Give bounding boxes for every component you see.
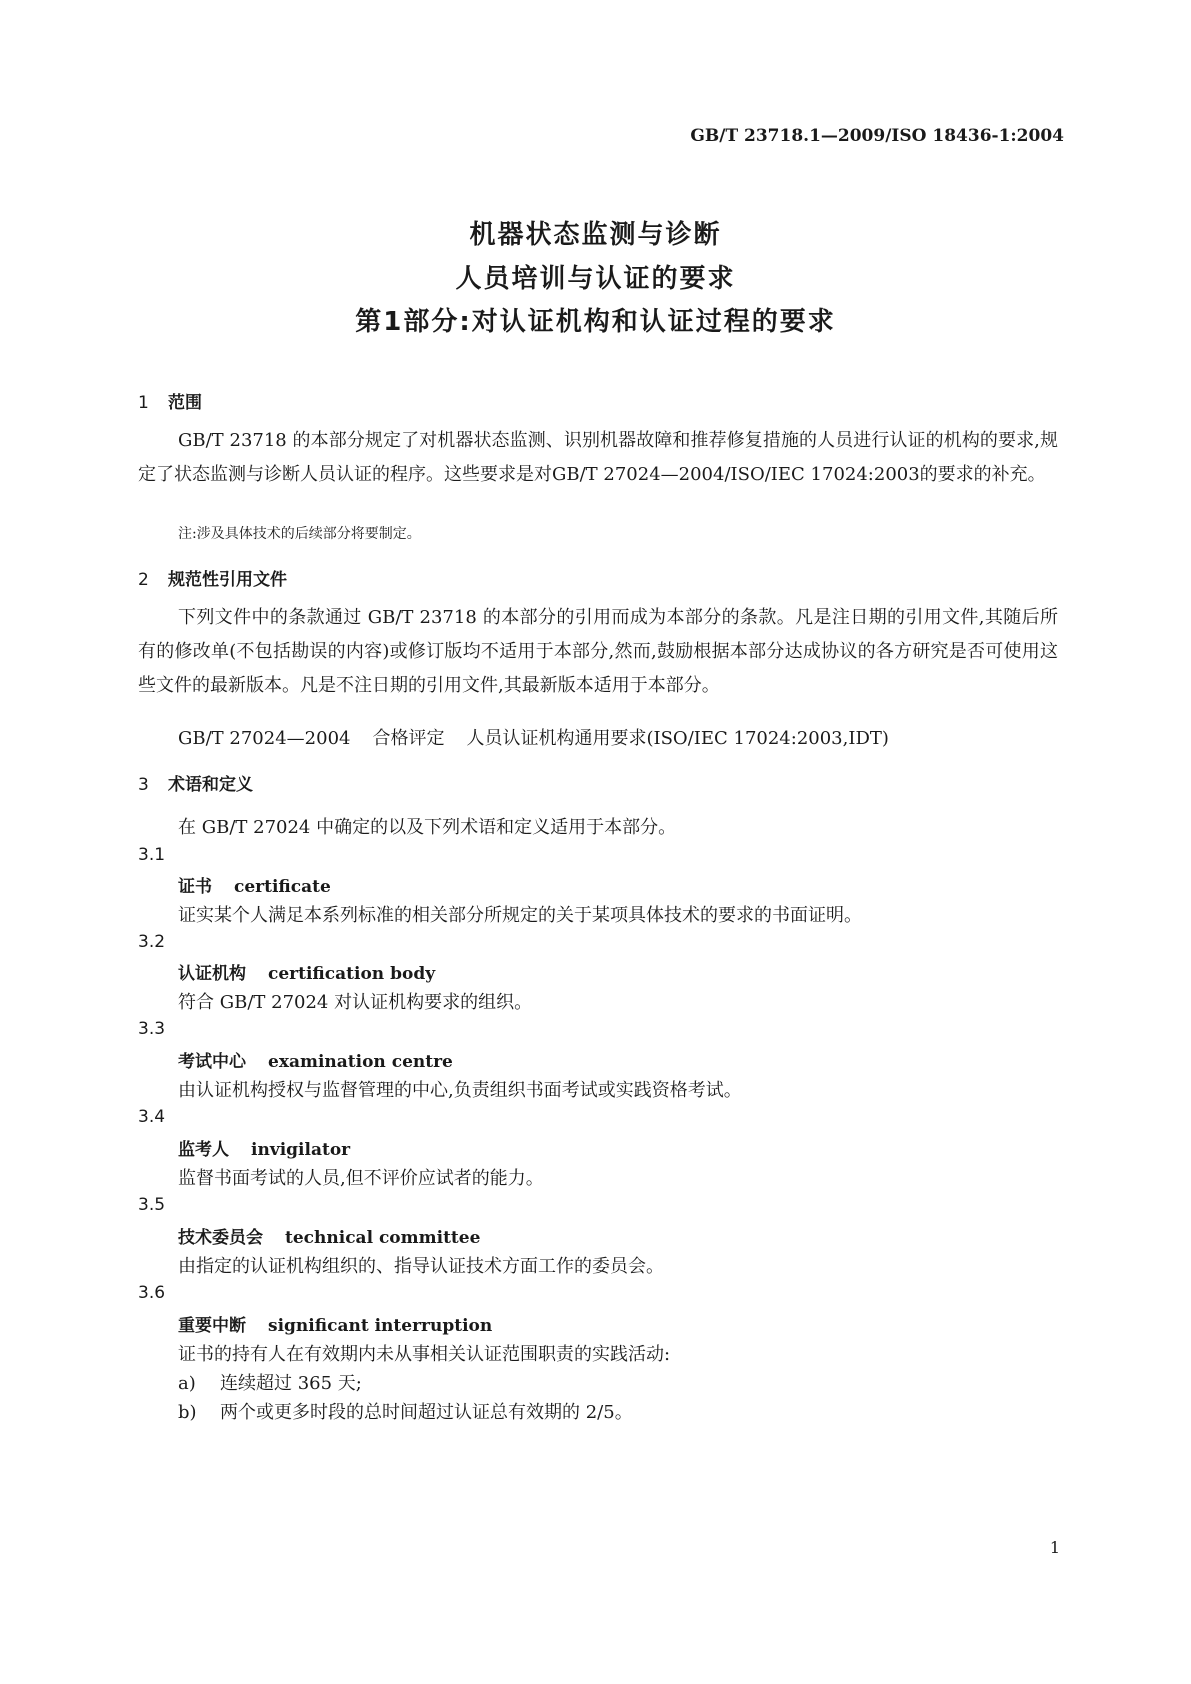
section-1-heading (138, 388, 202, 413)
term-number: 3.4 (138, 1107, 166, 1127)
term-heading (178, 959, 435, 984)
term-chinese: 认证机构 (178, 964, 246, 984)
term-english: certification body (268, 964, 436, 984)
term-chinese: 重要中断 (178, 1316, 246, 1336)
term-definition: 监督书面考试的人员,但不评价应试者的能力。 (178, 1168, 544, 1189)
normative-reference (178, 724, 911, 750)
section-3-heading (138, 770, 253, 795)
section-1-paragraph: GB/T 23718 的本部分规定了对机器状态监测、识别机器故障和推荐修复措施的人员进行认证的机构的要求,规定了状态监测与诊断人员认证的程序。这些要求是对GB/T 27024—2004/ISO/IEC 17024:2003的要求的补充。 (138, 430, 1058, 485)
term-heading (178, 872, 331, 897)
term-definition: 由认证机构授权与监督管理的中心,负责组织书面考试或实践资格考试。 (178, 1080, 742, 1101)
term-english: examination centre (268, 1052, 453, 1072)
term-definition: 证书的持有人在有效期内未从事相关认证范围职责的实践活动: (178, 1344, 671, 1365)
term-chinese: 监考人 (178, 1140, 229, 1160)
section-number: 2 (138, 570, 149, 590)
term-english: certificate (234, 877, 331, 897)
section-number: 1 (138, 393, 149, 413)
term-number: 3.5 (138, 1195, 166, 1215)
title-line-3: 第1部分:对认证机构和认证过程的要求 (355, 307, 836, 337)
term-chinese: 考试中心 (178, 1052, 246, 1072)
term-chinese: 证书 (178, 877, 212, 897)
document-code-header: GB/T 23718.1—2009/ISO 18436-1:2004 (690, 126, 1064, 146)
term-number: 3.2 (138, 932, 166, 952)
list-text: 两个或更多时段的总时间超过认证总有效期的 2/5。 (220, 1402, 633, 1423)
term-definition: 由指定的认证机构组织的、指导认证技术方面工作的委员会。 (178, 1256, 664, 1277)
term-english: significant interruption (268, 1316, 493, 1336)
reference-code: GB/T 27024—2004 (178, 728, 351, 749)
section-title: 范围 (168, 393, 202, 413)
list-text: 连续超过 365 天; (220, 1373, 362, 1394)
term-definition: 符合 GB/T 27024 对认证机构要求的组织。 (178, 992, 533, 1013)
term-heading (178, 1311, 492, 1336)
term-chinese: 技术委员会 (178, 1228, 263, 1248)
section-3-intro: 在 GB/T 27024 中确定的以及下列术语和定义适用于本部分。 (178, 817, 677, 838)
term-definition: 证实某个人满足本系列标准的相关部分所规定的关于某项具体技术的要求的书面证明。 (178, 905, 862, 926)
reference-title-part-1: 合格评定 (372, 728, 445, 749)
term-number: 3.6 (138, 1283, 166, 1303)
list-item (178, 1369, 362, 1395)
term-number: 3.1 (138, 845, 166, 865)
list-item (178, 1398, 633, 1424)
term-english: technical committee (285, 1228, 481, 1248)
reference-title-part-2: 人员认证机构通用要求(ISO/IEC 17024:2003,IDT) (466, 728, 889, 749)
title-line-1: 机器状态监测与诊断 (469, 220, 722, 250)
term-heading (178, 1223, 480, 1248)
list-marker: a) (178, 1373, 196, 1394)
section-2-heading (138, 565, 287, 590)
term-number: 3.3 (138, 1019, 166, 1039)
page-number: 1 (1049, 1538, 1060, 1557)
term-heading (178, 1047, 453, 1072)
term-english: invigilator (251, 1140, 351, 1160)
section-title: 术语和定义 (168, 775, 253, 795)
list-marker: b) (178, 1402, 197, 1423)
title-line-2: 人员培训与认证的要求 (455, 264, 736, 294)
term-heading (178, 1135, 350, 1160)
section-number: 3 (138, 775, 149, 795)
section-title: 规范性引用文件 (168, 570, 287, 590)
section-2-paragraph: 下列文件中的条款通过 GB/T 23718 的本部分的引用而成为本部分的条款。凡是注日期的引用文件,其随后所有的修改单(不包括勘误的内容)或修订版均不适用于本部分,然而,鼓励根据本部分达成协议的各方研究是否可使用这些文件的最新版本。凡是不注日期的引用文件,其最新版本适用于本部分。 (138, 607, 1058, 696)
section-1-note: 注:涉及具体技术的后续部分将要制定。 (178, 526, 421, 542)
